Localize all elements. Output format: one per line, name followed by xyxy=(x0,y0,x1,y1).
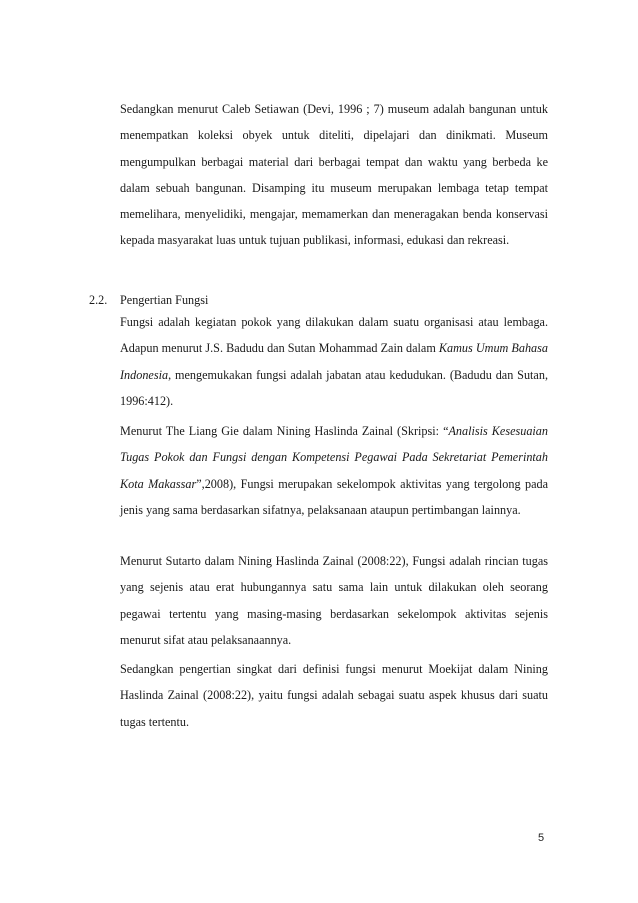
paragraph-text: ”,2008), Fungsi merupakan sekelompok aktivitas yang tergolong pada jenis yang sama berdasarkan sifatnya, pelaksanaan ataupun pertimbangan lainnya. xyxy=(120,476,548,517)
italic-title: Kamus Umum Bahasa Indonesia xyxy=(120,341,548,382)
paragraph-fungsi-definition xyxy=(120,309,548,414)
paragraph-museum-definition xyxy=(120,96,548,254)
paragraph-text: , mengemukakan fungsi adalah jabatan atau kedudukan. (Badudu dan Sutan, 1996:412). xyxy=(120,367,548,408)
italic-title: Analisis Kesesuaian Tugas Pokok dan Fungsi dengan Kompetensi Pegawai Pada Sekretariat Pemerintah Kota Makassar xyxy=(120,424,548,491)
paragraph-moekijat xyxy=(120,656,548,735)
section-title: Pengertian Fungsi xyxy=(120,293,209,307)
paragraph-liang-gie xyxy=(120,418,548,523)
paragraph-sutarto xyxy=(120,548,548,653)
paragraph-text: Menurut The Liang Gie dalam Nining Haslinda Zainal (Skripsi: “ xyxy=(120,424,449,438)
paragraph-text: Menurut Sutarto dalam Nining Haslinda Zainal (2008:22), Fungsi adalah rincian tugas yang sejenis atau erat hubungannya satu sama lain untuk dilakukan oleh seorang pegawai tertentu yang masing-masing berdasarkan sekelompok aktivitas sejenis menurut sifat atau pelaksanaannya. xyxy=(120,554,548,647)
paragraph-text: Sedangkan pengertian singkat dari definisi fungsi menurut Moekijat dalam Nining Haslinda Zainal (2008:22), yaitu fungsi adalah sebagai suatu aspek khusus dari suatu tugas tertentu. xyxy=(120,662,548,729)
paragraph-text: Fungsi adalah kegiatan pokok yang dilakukan dalam suatu organisasi atau lembaga. Adapun menurut J.S. Badudu dan Sutan Mohammad Zain dalam xyxy=(120,315,548,356)
section-number: 2.2. xyxy=(89,293,108,307)
paragraph-text: Sedangkan menurut Caleb Setiawan (Devi, 1996 ; 7) museum adalah bangunan untuk menempatkan koleksi obyek untuk diteliti, dipelajari dan dinikmati. Museum mengumpulkan berbagai material dari berbagai tempat dan waktu yang berbeda ke dalam sebuah bangunan. Disamping itu museum merupakan lembaga tetap tempat memelihara, menyelidiki, mengajar, memamerkan dan meneragakan benda konservasi kepada masyarakat luas untuk tujuan publikasi, informasi, edukasi dan rekreasi. xyxy=(120,102,548,248)
page-number: 5 xyxy=(538,832,545,844)
